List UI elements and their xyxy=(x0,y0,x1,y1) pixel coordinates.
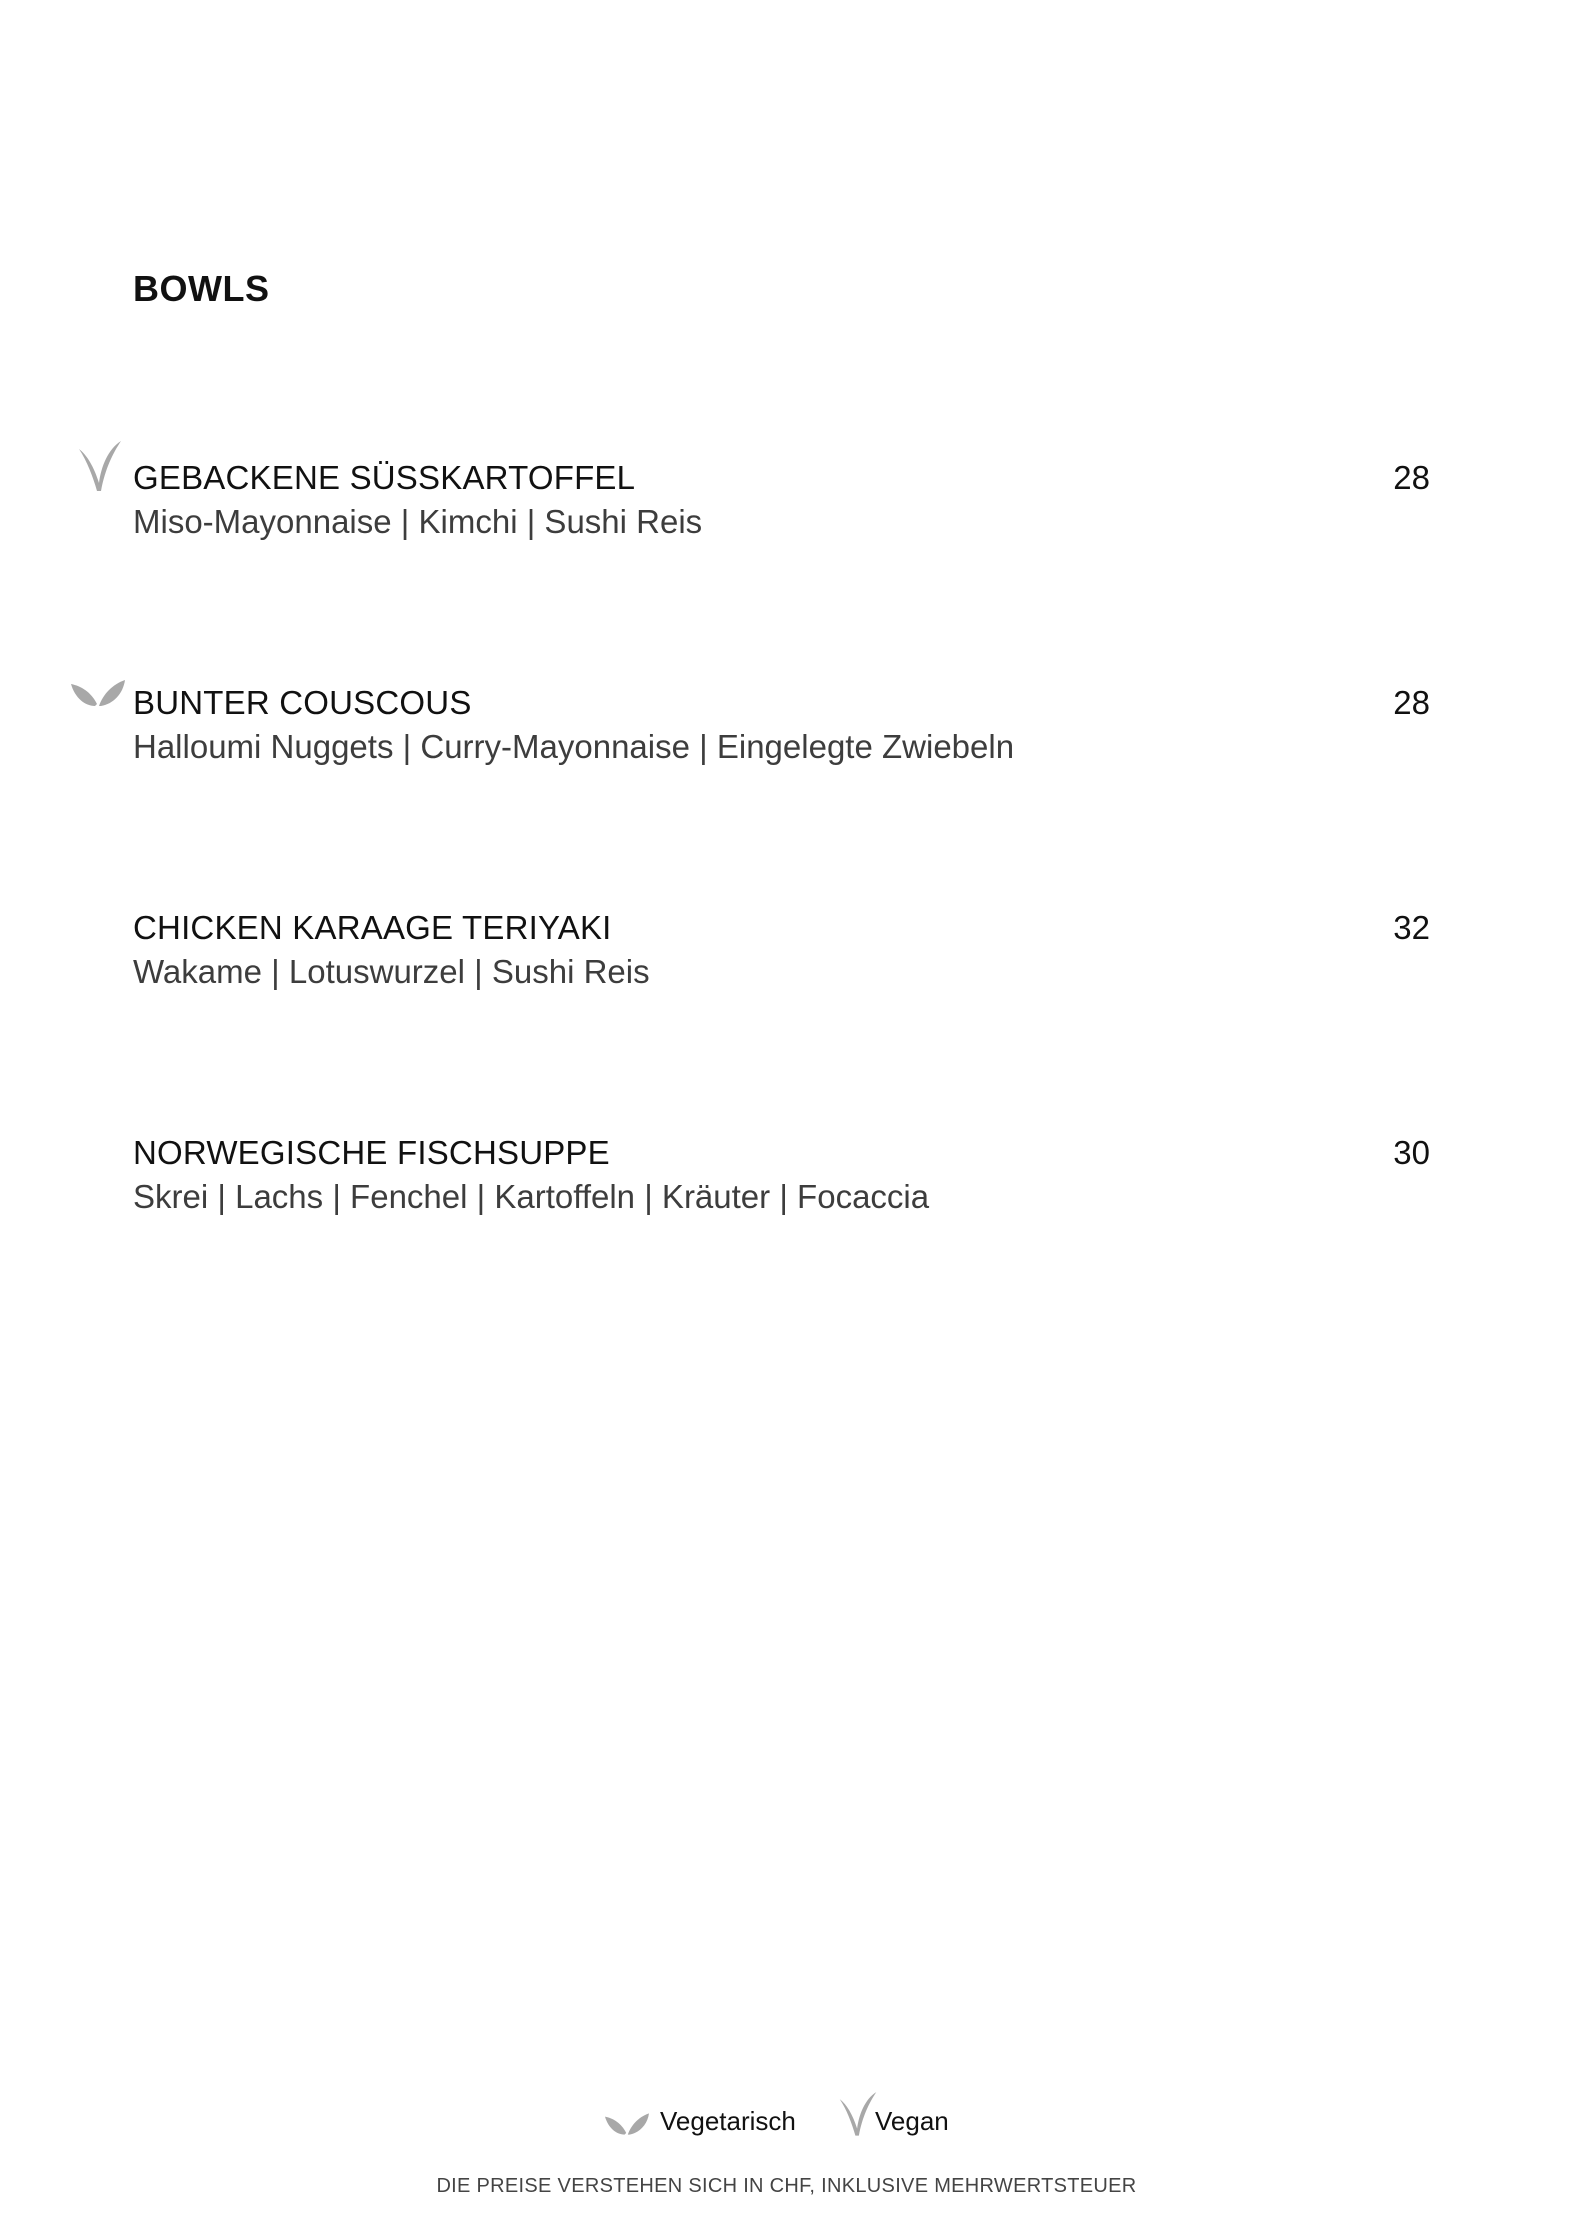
item-name: BUNTER COUSCOUS xyxy=(133,684,472,721)
vegan-icon xyxy=(77,437,123,493)
item-price: 30 xyxy=(1393,1134,1430,1171)
item-description: Wakame | Lotuswurzel | Sushi Reis xyxy=(133,953,650,990)
item-price: 28 xyxy=(1393,459,1430,496)
item-name: CHICKEN KARAAGE TERIYAKI xyxy=(133,909,612,946)
item-name: GEBACKENE SÜSSKARTOFFEL xyxy=(133,459,636,496)
diet-legend xyxy=(605,2100,1005,2146)
legend-vegan-label: Vegan xyxy=(875,2106,949,2136)
vegan-icon xyxy=(838,2088,878,2138)
item-name: NORWEGISCHE FISCHSUPPE xyxy=(133,1134,610,1171)
vegetarian-icon xyxy=(605,2110,649,2138)
section-title: BOWLS xyxy=(133,268,270,309)
price-note: DIE PREISE VERSTEHEN SICH IN CHF, INKLUSIVE MEHRWERTSTEUER xyxy=(436,2175,1137,2197)
vegetarian-icon xyxy=(71,676,125,710)
item-description: Miso-Mayonnaise | Kimchi | Sushi Reis xyxy=(133,503,703,540)
item-price: 32 xyxy=(1393,909,1430,946)
legend-vegetarian-label: Vegetarisch xyxy=(660,2106,796,2136)
item-description: Skrei | Lachs | Fenchel | Kartoffeln | Kräuter | Focaccia xyxy=(133,1178,930,1215)
item-description: Halloumi Nuggets | Curry-Mayonnaise | Eingelegte Zwiebeln xyxy=(133,728,1015,765)
item-price: 28 xyxy=(1393,684,1430,721)
